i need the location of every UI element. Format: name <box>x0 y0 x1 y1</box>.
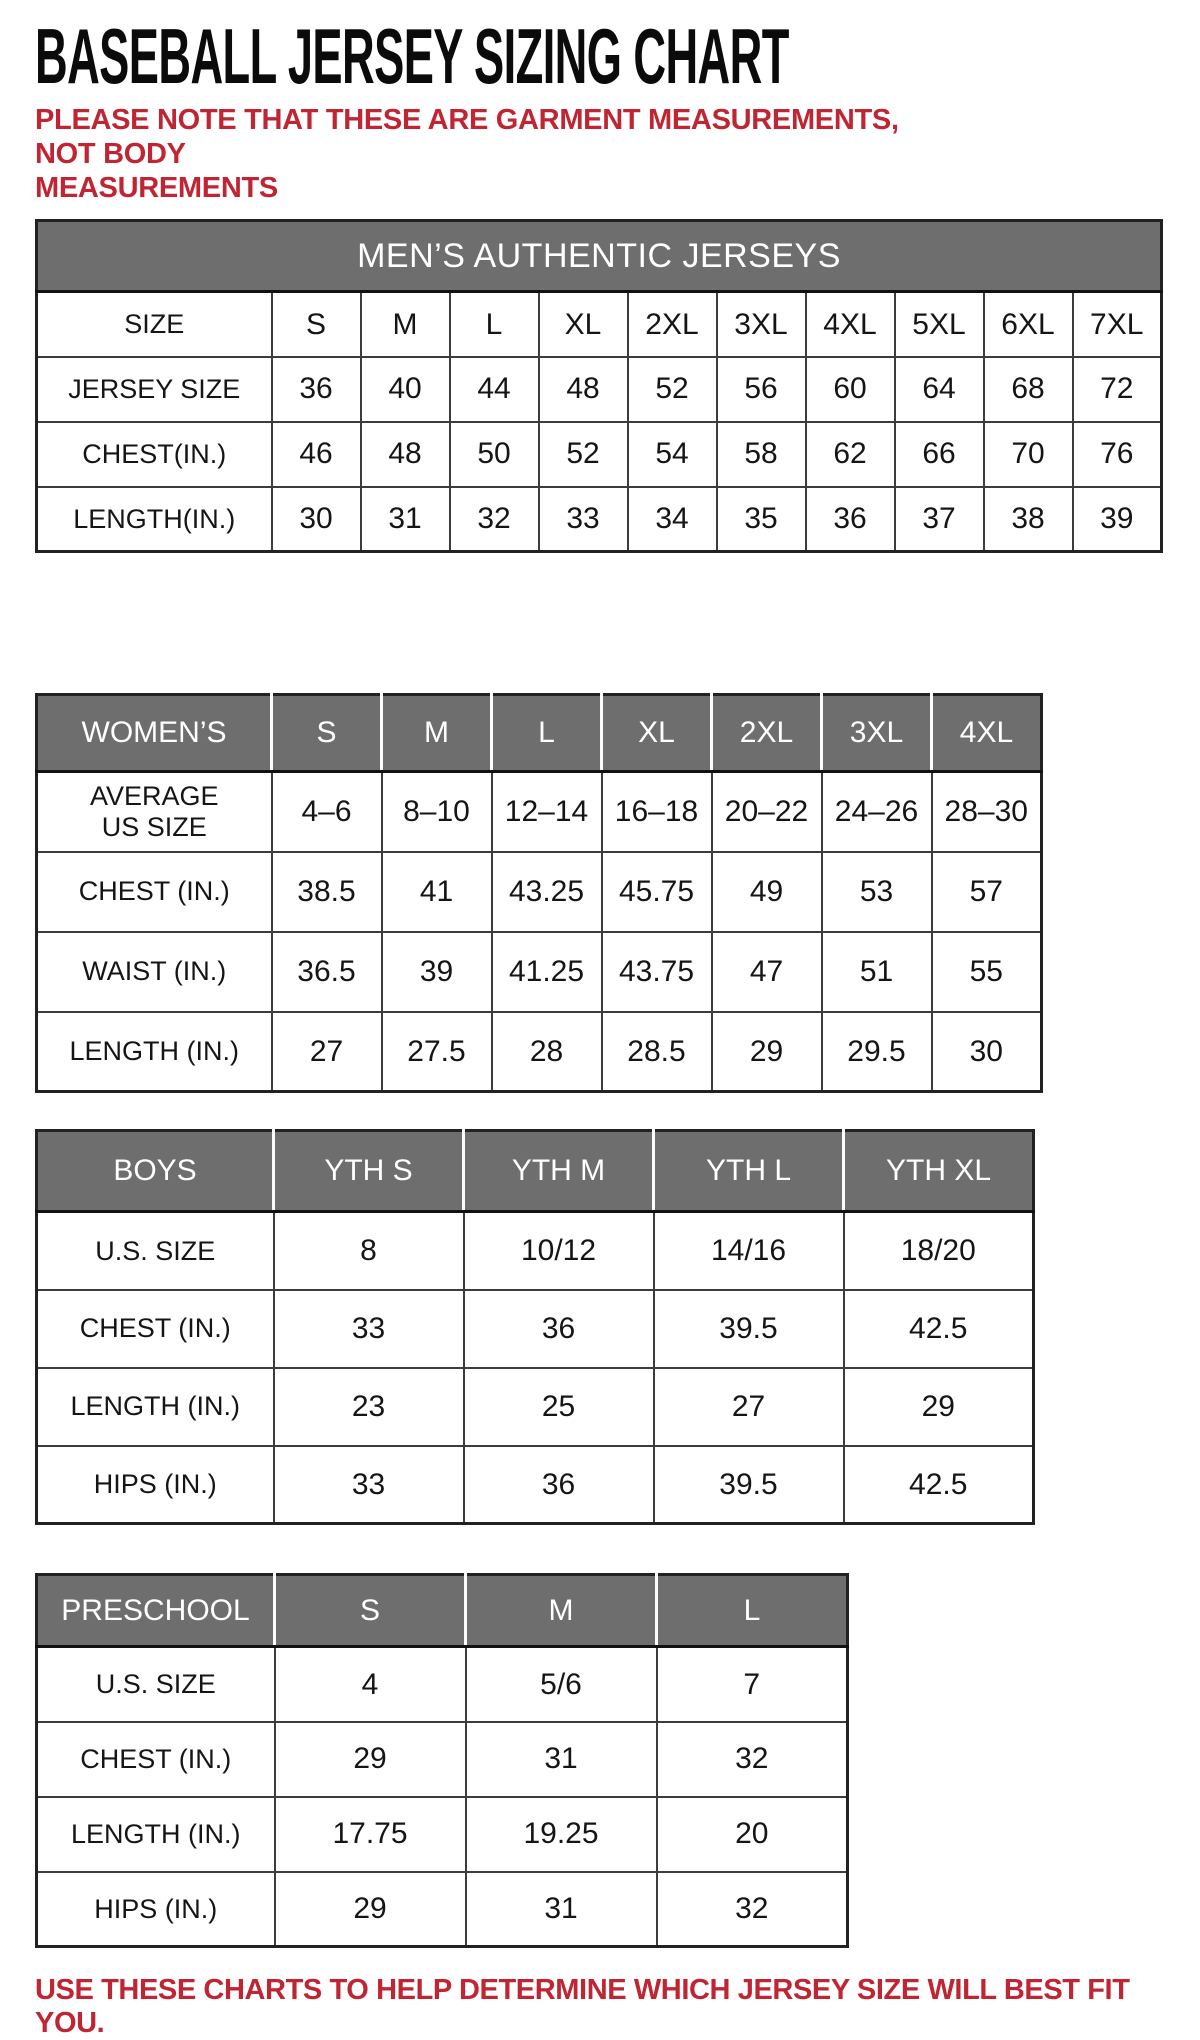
table-row <box>37 1212 1034 1290</box>
value-cell: 47 <box>712 932 822 1012</box>
value-cell: 42.5 <box>844 1446 1034 1524</box>
value-cell: 29 <box>275 1722 466 1797</box>
column-header-cell: M <box>466 1575 657 1647</box>
value-cell: 8–10 <box>382 772 492 852</box>
value-cell: 52 <box>539 422 628 487</box>
value-cell: 41 <box>382 852 492 932</box>
note-line-1: PLEASE NOTE THAT THESE ARE GARMENT MEASUREMENTS, NOT BODY <box>35 103 899 170</box>
value-cell: 36 <box>464 1446 654 1524</box>
value-cell: 35 <box>717 487 806 552</box>
row-label: LENGTH (IN.) <box>37 1797 275 1872</box>
value-cell: 66 <box>895 422 984 487</box>
column-header-cell: XL <box>602 695 712 772</box>
value-cell: 37 <box>895 487 984 552</box>
value-cell: 64 <box>895 357 984 422</box>
value-cell: 48 <box>539 357 628 422</box>
value-cell: 57 <box>932 852 1042 932</box>
value-cell: 3XL <box>717 292 806 357</box>
value-cell: 4–6 <box>272 772 382 852</box>
preschool-table-title: PRESCHOOL <box>37 1575 275 1647</box>
value-cell: 4XL <box>806 292 895 357</box>
value-cell: 34 <box>628 487 717 552</box>
value-cell: 40 <box>361 357 450 422</box>
value-cell: 30 <box>272 487 361 552</box>
value-cell: 42.5 <box>844 1290 1034 1368</box>
value-cell: 12–14 <box>492 772 602 852</box>
value-cell: 38 <box>984 487 1073 552</box>
column-header-cell: S <box>272 695 382 772</box>
value-cell: 32 <box>450 487 539 552</box>
row-label: SIZE <box>37 292 272 357</box>
value-cell: 5XL <box>895 292 984 357</box>
value-cell: 17.75 <box>275 1797 466 1872</box>
value-cell: 2XL <box>628 292 717 357</box>
value-cell: 28–30 <box>932 772 1042 852</box>
table-row <box>37 292 1162 357</box>
row-label-line-2: US SIZE <box>101 812 207 843</box>
value-cell: 6XL <box>984 292 1073 357</box>
value-cell: 56 <box>717 357 806 422</box>
value-cell: 32 <box>657 1722 848 1797</box>
value-cell: 33 <box>539 487 628 552</box>
fit-advice-note: USE THESE CHARTS TO HELP DETERMINE WHICH JERSEY SIZE WILL BEST FIT YOU. <box>35 1974 1130 2040</box>
value-cell: 50 <box>450 422 539 487</box>
value-cell: 24–26 <box>822 772 932 852</box>
womens-sizing-table <box>35 693 1043 1093</box>
table-row <box>37 1446 1034 1524</box>
row-label: HIPS (IN.) <box>37 1446 274 1524</box>
value-cell: L <box>450 292 539 357</box>
column-header-cell: L <box>657 1575 848 1647</box>
table-row <box>37 932 1042 1012</box>
table-row <box>37 1290 1034 1368</box>
value-cell: 29.5 <box>822 1012 932 1092</box>
value-cell: 36.5 <box>272 932 382 1012</box>
row-label: CHEST (IN.) <box>37 852 272 932</box>
row-label <box>37 772 272 852</box>
value-cell: XL <box>539 292 628 357</box>
value-cell: 23 <box>274 1368 464 1446</box>
value-cell: 43.75 <box>602 932 712 1012</box>
boys-sizing-table <box>35 1129 1035 1525</box>
column-header-cell: 4XL <box>932 695 1042 772</box>
value-cell: 45.75 <box>602 852 712 932</box>
value-cell: 53 <box>822 852 932 932</box>
value-cell: 27 <box>654 1368 844 1446</box>
value-cell: 28 <box>492 1012 602 1092</box>
mens-banner-row <box>37 221 1162 292</box>
row-label: HIPS (IN.) <box>37 1872 275 1947</box>
column-header-cell: S <box>275 1575 466 1647</box>
value-cell: 38.5 <box>272 852 382 932</box>
row-label: CHEST (IN.) <box>37 1290 274 1368</box>
value-cell: 52 <box>628 357 717 422</box>
table-row <box>37 852 1042 932</box>
column-header-cell: 2XL <box>712 695 822 772</box>
value-cell: 39.5 <box>654 1290 844 1368</box>
value-cell: 39.5 <box>654 1446 844 1524</box>
value-cell: 44 <box>450 357 539 422</box>
row-label: U.S. SIZE <box>37 1647 275 1722</box>
table-row <box>37 487 1162 552</box>
value-cell: 48 <box>361 422 450 487</box>
preschool-sizing-table <box>35 1573 849 1948</box>
row-label: LENGTH (IN.) <box>37 1012 272 1092</box>
value-cell: S <box>272 292 361 357</box>
table-row <box>37 1872 848 1947</box>
table-row <box>37 1368 1034 1446</box>
value-cell: M <box>361 292 450 357</box>
row-label-line-1: AVERAGE <box>89 781 219 812</box>
column-header-cell: 3XL <box>822 695 932 772</box>
value-cell: 43.25 <box>492 852 602 932</box>
note-line-2: MEASUREMENTS <box>35 172 278 205</box>
value-cell: 27 <box>272 1012 382 1092</box>
value-cell: 31 <box>466 1872 657 1947</box>
table-row <box>37 1722 848 1797</box>
value-cell: 32 <box>657 1872 848 1947</box>
value-cell: 33 <box>274 1290 464 1368</box>
table-row <box>37 357 1162 422</box>
value-cell: 8 <box>274 1212 464 1290</box>
boys-table-title: BOYS <box>37 1131 274 1212</box>
value-cell: 10/12 <box>464 1212 654 1290</box>
table-row <box>37 772 1042 852</box>
value-cell: 62 <box>806 422 895 487</box>
value-cell: 19.25 <box>466 1797 657 1872</box>
value-cell: 49 <box>712 852 822 932</box>
value-cell: 28.5 <box>602 1012 712 1092</box>
mens-sizing-table <box>35 219 1163 553</box>
value-cell: 39 <box>382 932 492 1012</box>
value-cell: 31 <box>466 1722 657 1797</box>
column-header-cell: YTH S <box>274 1131 464 1212</box>
row-label: U.S. SIZE <box>37 1212 274 1290</box>
value-cell: 70 <box>984 422 1073 487</box>
column-header-cell: YTH XL <box>844 1131 1034 1212</box>
table-row <box>37 1012 1042 1092</box>
value-cell: 29 <box>844 1368 1034 1446</box>
row-label: WAIST (IN.) <box>37 932 272 1012</box>
value-cell: 27.5 <box>382 1012 492 1092</box>
row-label: LENGTH (IN.) <box>37 1368 274 1446</box>
value-cell: 58 <box>717 422 806 487</box>
value-cell: 41.25 <box>492 932 602 1012</box>
value-cell: 29 <box>275 1872 466 1947</box>
value-cell: 4 <box>275 1647 466 1722</box>
value-cell: 51 <box>822 932 932 1012</box>
value-cell: 60 <box>806 357 895 422</box>
womens-header-row <box>37 695 1042 772</box>
womens-table-title: WOMEN’S <box>37 695 272 772</box>
value-cell: 36 <box>806 487 895 552</box>
row-label: CHEST (IN.) <box>37 1722 275 1797</box>
value-cell: 72 <box>1073 357 1162 422</box>
table-row <box>37 1647 848 1722</box>
value-cell: 20 <box>657 1797 848 1872</box>
value-cell: 29 <box>712 1012 822 1092</box>
boys-header-row <box>37 1131 1034 1212</box>
page-title: BASEBALL JERSEY SIZING CHART <box>35 12 789 100</box>
value-cell: 25 <box>464 1368 654 1446</box>
value-cell: 7XL <box>1073 292 1162 357</box>
value-cell: 54 <box>628 422 717 487</box>
value-cell: 20–22 <box>712 772 822 852</box>
row-label: JERSEY SIZE <box>37 357 272 422</box>
value-cell: 16–18 <box>602 772 712 852</box>
row-label: CHEST(IN.) <box>37 422 272 487</box>
value-cell: 18/20 <box>844 1212 1034 1290</box>
value-cell: 36 <box>464 1290 654 1368</box>
value-cell: 76 <box>1073 422 1162 487</box>
value-cell: 36 <box>272 357 361 422</box>
row-label: LENGTH(IN.) <box>37 487 272 552</box>
table-row <box>37 1797 848 1872</box>
column-header-cell: L <box>492 695 602 772</box>
table-row <box>37 422 1162 487</box>
value-cell: 14/16 <box>654 1212 844 1290</box>
column-header-cell: M <box>382 695 492 772</box>
value-cell: 7 <box>657 1647 848 1722</box>
value-cell: 30 <box>932 1012 1042 1092</box>
value-cell: 68 <box>984 357 1073 422</box>
column-header-cell: YTH M <box>464 1131 654 1212</box>
column-header-cell: YTH L <box>654 1131 844 1212</box>
value-cell: 46 <box>272 422 361 487</box>
garment-measurement-note <box>35 103 945 206</box>
preschool-header-row <box>37 1575 848 1647</box>
value-cell: 33 <box>274 1446 464 1524</box>
value-cell: 55 <box>932 932 1042 1012</box>
mens-table-title: MEN’S AUTHENTIC JERSEYS <box>37 221 1162 292</box>
value-cell: 39 <box>1073 487 1162 552</box>
value-cell: 31 <box>361 487 450 552</box>
value-cell: 5/6 <box>466 1647 657 1722</box>
